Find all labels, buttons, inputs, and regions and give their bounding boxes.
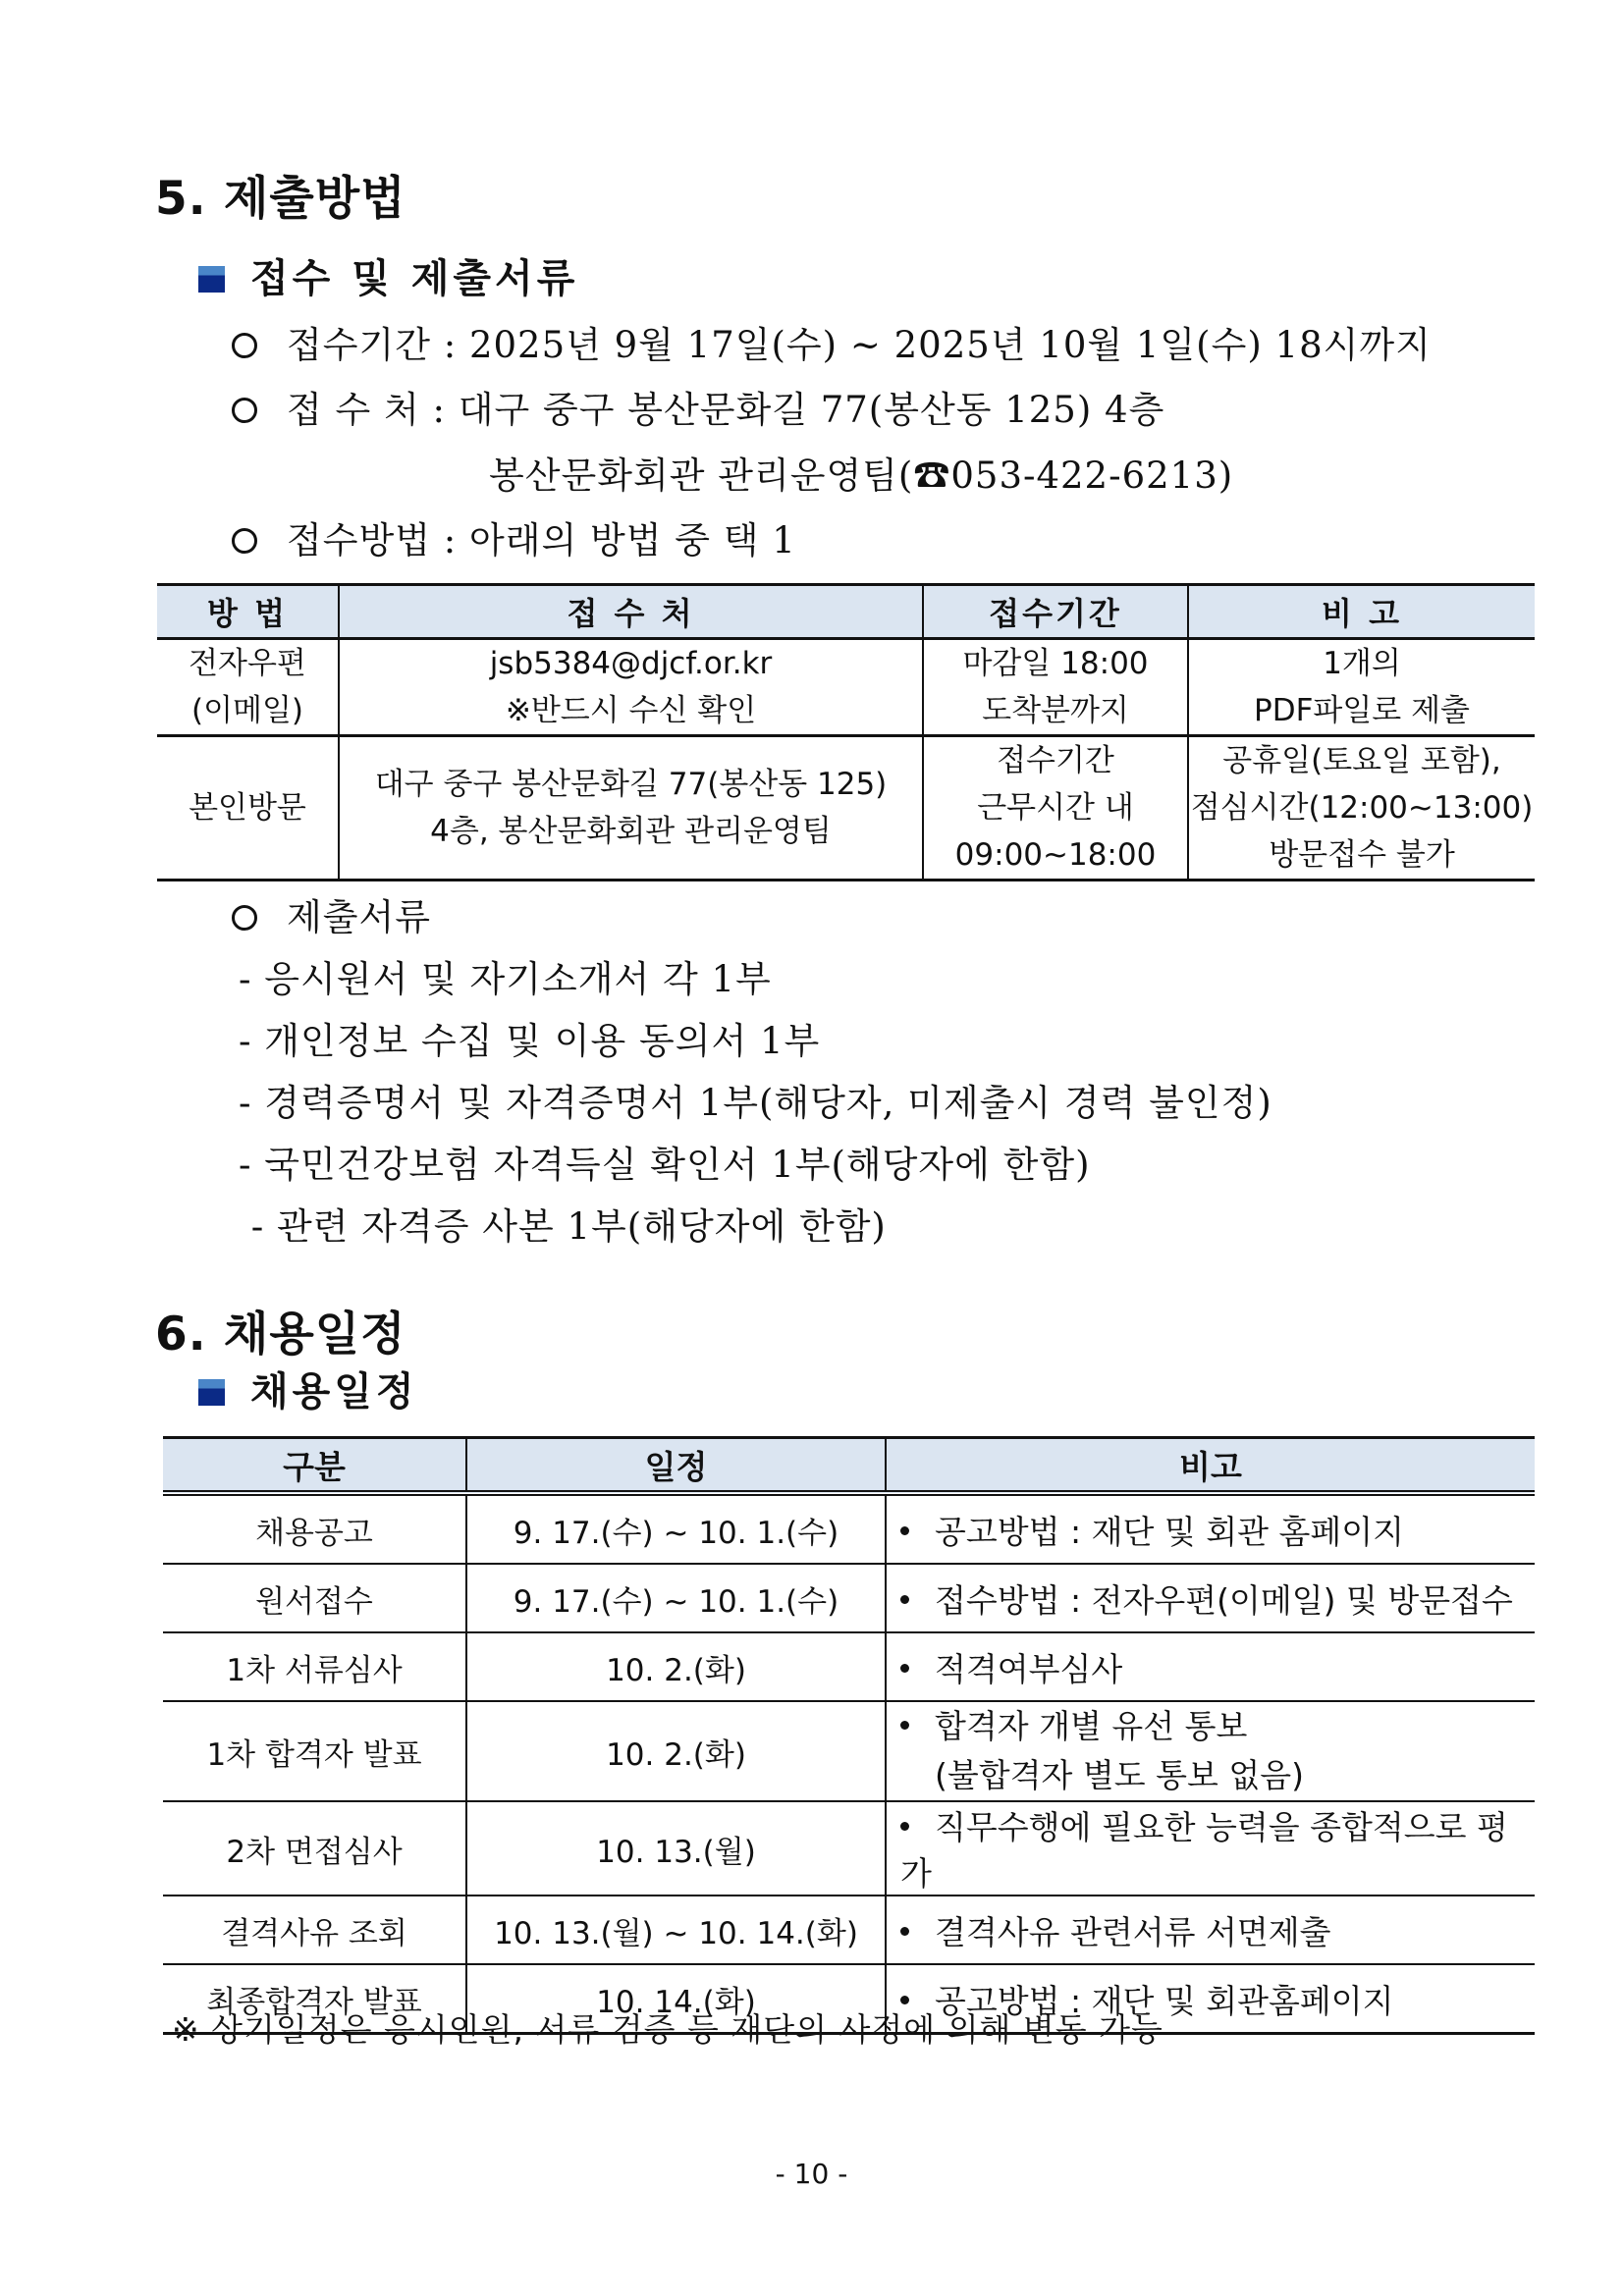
stage-cell: 2차 면접심사 [163,1801,466,1896]
note-cell [1188,639,1535,736]
table-header-row [163,1438,1535,1494]
section-6-subtitle [198,1366,418,1417]
note-cell [886,1493,1535,1564]
date-cell: 10. 13.(월) ~ 10. 14.(화) [466,1896,886,1964]
date-cell: 10. 2.(화) [466,1632,886,1701]
cell-line: 점심시간(12:00~13:00) [1190,790,1534,826]
period-value: 2025년 9월 17일(수) ~ 2025년 10월 1일(수) 18시까지 [468,324,1432,366]
cell-line: 전자우편 [189,646,306,681]
circle-bullet-icon [232,333,257,358]
section-5-title: 5. 제출방법 [155,172,406,226]
table-row [163,1564,1535,1632]
method-cell [157,736,339,881]
docs-item: - 응시원서 및 자기소개서 각 1부 [239,958,772,1000]
subtitle-text: 접수 및 제출서류 [250,256,579,301]
cell-line: PDF파일로 제출 [1254,693,1470,728]
note-text: (불합격자 별도 통보 없음) [935,1756,1304,1794]
section-5-subtitle [198,253,578,304]
cell-line: ※반드시 수신 확인 [505,693,757,728]
cell-line: 근무시간 내 [977,790,1134,826]
method-value: 아래의 방법 중 택 1 [468,519,796,561]
submission-method-table [157,583,1535,881]
header-note: 비고 [886,1438,1535,1494]
period-cell [923,639,1188,736]
bullet-dot-icon [900,1595,909,1604]
place-line [232,386,1164,435]
stage-cell: 1차 서류심사 [163,1632,466,1701]
bullet-dot-icon [900,1822,909,1831]
docs-heading [232,893,431,942]
table-row [157,736,1535,881]
section-6-title: 6. 채용일정 [155,1308,406,1362]
circle-bullet-icon [232,905,257,931]
docs-item: - 관련 자격증 사본 1부(해당자에 한함) [239,1205,887,1248]
table-header-row [157,585,1535,639]
note-cell [886,1801,1535,1896]
note-text: 직무수행에 필요한 능력을 종합적으로 평가 [900,1808,1508,1893]
period-line [232,321,1432,370]
method-label: 접수방법 : [287,519,458,561]
stage-cell: 원서접수 [163,1564,466,1632]
bullet-dot-icon [900,1721,909,1730]
stage-cell: 채용공고 [163,1493,466,1564]
note-text: 접수방법 : 전자우편(이메일) 및 방문접수 [935,1580,1513,1620]
schedule-footnote: ※ 상기일정은 응시인원, 서류 검증 등 재단의 사정에 의해 변동 가능 [172,2010,1163,2049]
cell-line: 4층, 봉산문화회관 관리운영팀 [430,814,832,849]
cell-line: 접수기간 [997,743,1114,778]
cell-line: 방문접수 불가 [1269,837,1455,873]
note-cell [886,1564,1535,1632]
circle-bullet-icon [232,528,257,554]
place-cell [339,736,923,881]
table-row [163,1896,1535,1964]
docs-item: - 국민건강보험 자격득실 확인서 1부(해당자에 한함) [239,1144,1091,1186]
date-cell: 10. 14.(화) [466,1964,886,2034]
stage-cell: 결격사유 조회 [163,1896,466,1964]
docs-item: - 경력증명서 및 자격증명서 1부(해당자, 미제출시 경력 불인정) [239,1082,1272,1124]
note-cell [886,1701,1535,1801]
note-cell [886,1632,1535,1701]
note-text: 공고방법 : 재단 및 회관 홈페이지 [935,1512,1404,1551]
cell-line: 공휴일(토요일 포함), [1222,743,1501,778]
stage-cell: 1차 합격자 발표 [163,1701,466,1801]
method-cell [157,639,339,736]
table-row [163,1493,1535,1564]
date-cell: 9. 17.(수) ~ 10. 1.(수) [466,1493,886,1564]
circle-bullet-icon [232,398,257,423]
cell-line: 마감일 18:00 [962,646,1149,681]
method-line [232,516,796,565]
square-bullet-icon [198,1379,225,1406]
header-place: 접 수 처 [339,585,923,639]
date-cell: 10. 2.(화) [466,1701,886,1801]
note-text: 공고방법 : 재단 및 회관홈페이지 [935,1981,1394,2020]
table-row [163,1632,1535,1701]
header-stage: 구분 [163,1438,466,1494]
cell-line: 1개의 [1323,646,1401,681]
bullet-dot-icon [900,1526,909,1535]
bullet-dot-icon [900,1996,909,2004]
header-period: 접수기간 [923,585,1188,639]
note-text: 적격여부심사 [935,1649,1123,1688]
header-method: 방 법 [157,585,339,639]
date-cell: 10. 13.(월) [466,1801,886,1896]
schedule-table [163,1436,1535,2035]
page-number: - 10 - [775,2158,848,2190]
date-cell: 9. 17.(수) ~ 10. 1.(수) [466,1564,886,1632]
square-bullet-icon [198,266,225,293]
place-line2: 봉산문화회관 관리운영팀(☎053-422-6213) [489,454,1234,497]
docs-label: 제출서류 [287,896,431,938]
period-cell [923,736,1188,881]
bullet-dot-icon [900,1927,909,1936]
docs-item: - 개인정보 수집 및 이용 동의서 1부 [239,1020,821,1062]
place-line1: 대구 중구 봉산문화길 77(봉산동 125) 4층 [458,389,1165,431]
header-note: 비 고 [1188,585,1535,639]
cell-line: (이메일) [190,693,304,728]
table-row [163,1701,1535,1801]
note-cell [886,1896,1535,1964]
stage-cell: 최종합격자 발표 [163,1964,466,2034]
note-cell [1188,736,1535,881]
cell-line: 도착분까지 [982,693,1129,728]
table-row [157,639,1535,736]
cell-line: 대구 중구 봉산문화길 77(봉산동 125) [374,767,888,802]
email-address[interactable]: jsb5384@djcf.or.kr [489,646,773,681]
place-cell [339,639,923,736]
period-label: 접수기간 : [287,324,458,366]
place-label: 접 수 처 : [287,389,446,431]
cell-line: 09:00~18:00 [954,837,1157,873]
bullet-dot-icon [900,1664,909,1673]
table-row [163,1801,1535,1896]
note-text: 결격사유 관련서류 서면제출 [935,1912,1331,1951]
cell-line: 본인방문 [189,790,306,826]
subtitle-text: 채용일정 [250,1369,418,1415]
note-text: 합격자 개별 유선 통보 [935,1707,1248,1745]
header-date: 일정 [466,1438,886,1494]
